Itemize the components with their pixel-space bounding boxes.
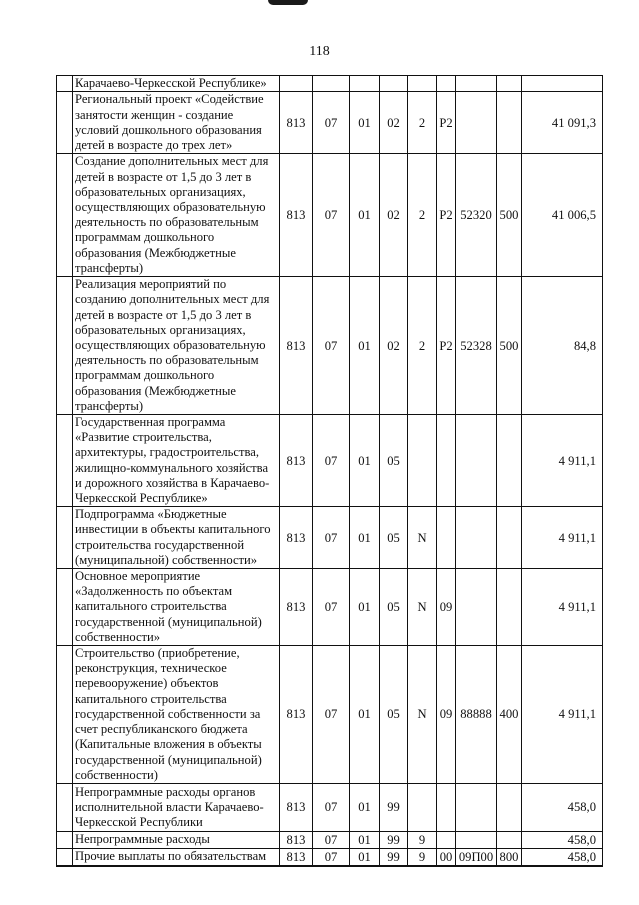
program-code: 99 [380, 848, 408, 866]
ministry-code [280, 76, 313, 92]
expense-code: 52320 [456, 154, 497, 277]
section-code: 07 [313, 831, 350, 848]
expense-type-code: 800 [497, 848, 522, 866]
section-code: 07 [313, 154, 350, 277]
ministry-code: 813 [280, 277, 313, 415]
section-code: 07 [313, 92, 350, 154]
row-marker-cell [57, 277, 73, 415]
expense-type-code [497, 76, 522, 92]
direction-code: Р2 [437, 277, 456, 415]
table-row [57, 415, 603, 507]
expense-code [456, 415, 497, 507]
row-name: Непрограммные расходы органов исполнительной власти Карачаево-Черкесской Республики [73, 783, 280, 831]
table-row [57, 277, 603, 415]
table-row [57, 507, 603, 569]
expense-type-code [497, 92, 522, 154]
table-row [57, 92, 603, 154]
expense-type-code: 500 [497, 154, 522, 277]
ministry-code: 813 [280, 507, 313, 569]
subsection-code: 01 [350, 277, 380, 415]
subprogram-code: N [408, 569, 437, 646]
ministry-code: 813 [280, 569, 313, 646]
subsection-code: 01 [350, 154, 380, 277]
expense-type-code [497, 569, 522, 646]
table-row [57, 783, 603, 831]
row-name: Региональный проект «Содействие занятости женщин - создание условий дошкольного образования детей в возрасте до трех лет» [73, 92, 280, 154]
expense-code [456, 831, 497, 848]
amount-value: 458,0 [522, 831, 603, 848]
subsection-code: 01 [350, 831, 380, 848]
row-name: Строительство (приобретение, реконструкция, техническое перевооружение) объектов капитального строительства государственной собственности за счет республиканского бюджета (Капитальные вложения в объекты государственной (муниципальной) собственности) [73, 646, 280, 784]
subsection-code: 01 [350, 848, 380, 866]
subprogram-code: 2 [408, 92, 437, 154]
section-code: 07 [313, 848, 350, 866]
row-marker-cell [57, 646, 73, 784]
expense-code [456, 507, 497, 569]
program-code: 02 [380, 92, 408, 154]
amount-value: 4 911,1 [522, 646, 603, 784]
subsection-code: 01 [350, 783, 380, 831]
amount-value [522, 76, 603, 92]
program-code: 05 [380, 569, 408, 646]
section-code: 07 [313, 277, 350, 415]
direction-code [437, 76, 456, 92]
amount-value: 41 091,3 [522, 92, 603, 154]
table-row [57, 646, 603, 784]
expense-type-code [497, 831, 522, 848]
ministry-code: 813 [280, 848, 313, 866]
program-code: 05 [380, 415, 408, 507]
row-marker-cell [57, 415, 73, 507]
subprogram-code [408, 76, 437, 92]
expense-type-code: 500 [497, 277, 522, 415]
row-marker-cell [57, 831, 73, 848]
section-code: 07 [313, 783, 350, 831]
page-number: 118 [309, 44, 330, 59]
subprogram-code: 2 [408, 277, 437, 415]
scan-artifact [268, 0, 308, 5]
amount-value: 41 006,5 [522, 154, 603, 277]
program-code: 99 [380, 783, 408, 831]
row-name: Реализация мероприятий по созданию дополнительных мест для детей в возрасте от 1,5 до 3 лет в образовательных организациях, осуществляющих образовательную деятельность по образовательным программам дошкольного образования (Межбюджетные трансферты) [73, 277, 280, 415]
row-marker-cell [57, 154, 73, 277]
direction-code: 09 [437, 569, 456, 646]
row-marker-cell [57, 507, 73, 569]
section-code: 07 [313, 415, 350, 507]
direction-code [437, 783, 456, 831]
row-marker-cell [57, 783, 73, 831]
program-code: 05 [380, 646, 408, 784]
ministry-code: 813 [280, 646, 313, 784]
section-code [313, 76, 350, 92]
direction-code [437, 831, 456, 848]
ministry-code: 813 [280, 831, 313, 848]
direction-code: 00 [437, 848, 456, 866]
direction-code: Р2 [437, 154, 456, 277]
amount-value: 4 911,1 [522, 569, 603, 646]
ministry-code: 813 [280, 154, 313, 277]
row-name: Создание дополнительных мест для детей в возрасте от 1,5 до 3 лет в образовательных организациях, осуществляющих образовательную деятельность по образовательным программам дошкольного образования (Межбюджетные трансферты) [73, 154, 280, 277]
program-code: 05 [380, 507, 408, 569]
table-row [57, 154, 603, 277]
expense-code: 88888 [456, 646, 497, 784]
row-name: Основное мероприятие «Задолженность по объектам капитального строительства государственной (муниципальной) собственности» [73, 569, 280, 646]
subprogram-code: 2 [408, 154, 437, 277]
amount-value: 458,0 [522, 783, 603, 831]
amount-value: 458,0 [522, 848, 603, 866]
direction-code [437, 507, 456, 569]
row-marker-cell [57, 92, 73, 154]
program-code [380, 76, 408, 92]
amount-value: 4 911,1 [522, 507, 603, 569]
section-code: 07 [313, 507, 350, 569]
subsection-code: 01 [350, 415, 380, 507]
subsection-code: 01 [350, 92, 380, 154]
row-marker-cell [57, 76, 73, 92]
subsection-code: 01 [350, 569, 380, 646]
program-code: 99 [380, 831, 408, 848]
section-code: 07 [313, 569, 350, 646]
subprogram-code: 9 [408, 831, 437, 848]
direction-code: 09 [437, 646, 456, 784]
program-code: 02 [380, 277, 408, 415]
subsection-code: 01 [350, 507, 380, 569]
direction-code: Р2 [437, 92, 456, 154]
table-row [57, 831, 603, 848]
expense-code: 09П00 [456, 848, 497, 866]
ministry-code: 813 [280, 783, 313, 831]
expense-code [456, 783, 497, 831]
expense-type-code: 400 [497, 646, 522, 784]
expense-code [456, 92, 497, 154]
amount-value: 84,8 [522, 277, 603, 415]
ministry-code: 813 [280, 415, 313, 507]
row-name: Карачаево-Черкесской Республике» [73, 76, 280, 92]
subsection-code: 01 [350, 646, 380, 784]
table-row [57, 569, 603, 646]
expense-code [456, 76, 497, 92]
table-row [57, 848, 603, 866]
subprogram-code: N [408, 507, 437, 569]
expense-type-code [497, 783, 522, 831]
expense-code [456, 569, 497, 646]
row-name: Подпрограмма «Бюджетные инвестиции в объекты капитального строительства государственной (муниципальной) собственности» [73, 507, 280, 569]
expense-code: 52328 [456, 277, 497, 415]
row-marker-cell [57, 848, 73, 866]
row-name: Государственная программа «Развитие строительства, архитектуры, градостроительства, жилищно-коммунального хозяйства и дорожного хозяйства в Карачаево-Черкесской Республике» [73, 415, 280, 507]
subprogram-code [408, 415, 437, 507]
row-name: Прочие выплаты по обязательствам [73, 848, 280, 866]
direction-code [437, 415, 456, 507]
subprogram-code: N [408, 646, 437, 784]
row-name: Непрограммные расходы [73, 831, 280, 848]
expense-type-code [497, 415, 522, 507]
subprogram-code [408, 783, 437, 831]
subsection-code [350, 76, 380, 92]
budget-table [56, 75, 603, 867]
row-marker-cell [57, 569, 73, 646]
program-code: 02 [380, 154, 408, 277]
amount-value: 4 911,1 [522, 415, 603, 507]
subprogram-code: 9 [408, 848, 437, 866]
ministry-code: 813 [280, 92, 313, 154]
section-code: 07 [313, 646, 350, 784]
expense-type-code [497, 507, 522, 569]
table-row [57, 76, 603, 92]
